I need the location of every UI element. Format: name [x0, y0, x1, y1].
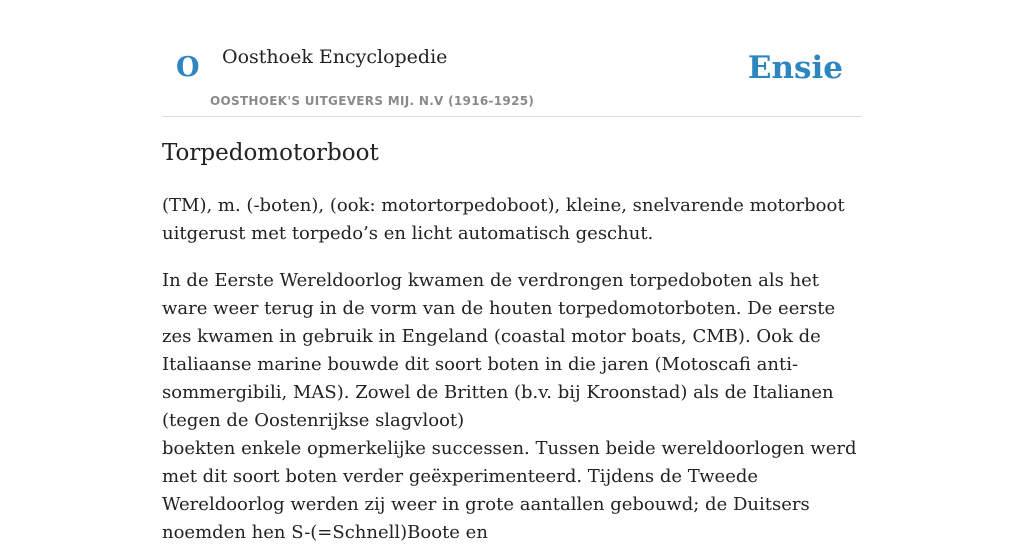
entry-paragraph: boekten enkele opmerkelijke successen. Tussen beide wereldoorlogen werd met dit soort boten verder geëxperimenteerd. Tijdens de Tweede Wereldoorlog werden zij weer in grote aantallen gebouwd; de Duitsers noemden hen S-(=Schnell)Boote en [162, 438, 857, 543]
publisher-label: OOSTHOEK'S UITGEVERS MIJ. N.V (1916-1925) [210, 94, 535, 108]
entry-title: Torpedomotorboot [162, 140, 379, 166]
logo-icon[interactable]: O [176, 52, 200, 83]
entry-paragraph: (TM), m. (-boten), (ook: motortorpedoboot), kleine, snelvarende motorboot uitgerust met torpedo’s en licht automatisch geschut. [162, 195, 845, 244]
entry-paragraph: In de Eerste Wereldoorlog kwamen de verdrongen torpedoboten als het ware weer terug in de vorm van de houten torpedomotorboten. De eerste zes kwamen in gebruik in Engeland (coastal motor boats, CMB). Ook de Italiaanse marine bouwde dit soort boten in die jaren (Motoscafi anti-sommergibili, MAS). Zowel de Britten (b.v. bij Kroonstad) als de Italianen (tegen de Oostenrijkse slagvloot) [162, 270, 836, 431]
brand-logo-link[interactable]: Ensie [747, 50, 843, 86]
encyclopedia-title[interactable]: Oosthoek Encyclopedie [222, 46, 448, 68]
site-header [162, 0, 862, 117]
